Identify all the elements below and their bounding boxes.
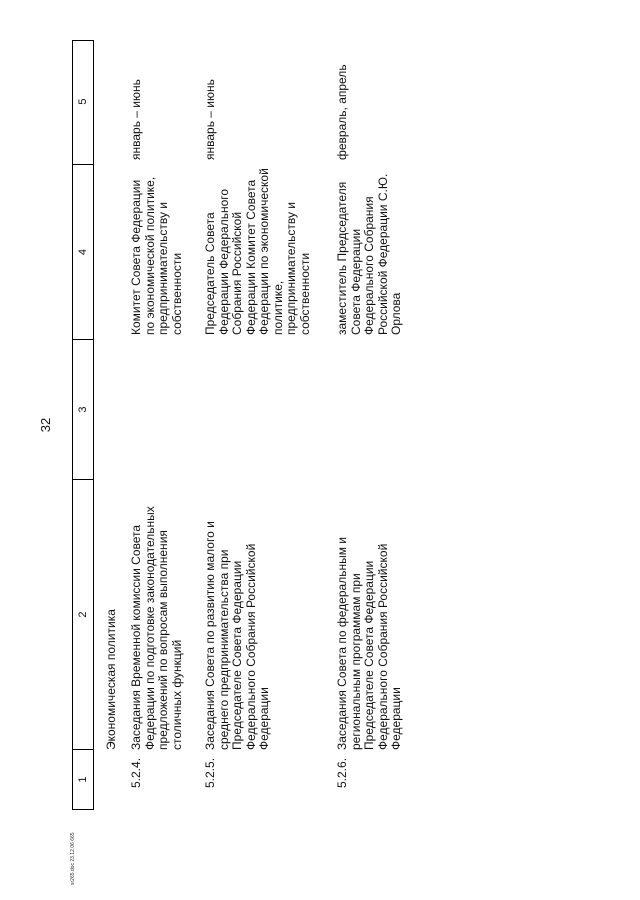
event-description: Заседания Совета по федеральным и региональным программам при Председателе Совета Федерации Федерального Собрания Российской Федерации bbox=[335, 537, 403, 750]
column-header-4: 4 bbox=[73, 164, 93, 339]
responsible: заместитель Председателя Совета Федерации Федерального Собрания Российской Федерации С.Ю. Орлова bbox=[335, 173, 403, 335]
footer-note: sr265.doc 23.12.06 665 bbox=[70, 832, 76, 885]
column-header-2: 2 bbox=[73, 479, 93, 749]
row-number: 5.2.5. bbox=[203, 757, 217, 788]
event-description: Заседания Совета по развитию малого и среднего предпринимательства при Председателе Совета Федерации Федерального Собрания Российской Федерации bbox=[203, 521, 271, 750]
column-header-1: 1 bbox=[73, 749, 93, 809]
column-header-5: 5 bbox=[77, 98, 89, 105]
event-description: Заседания Временной комиссии Совета Федерации по подготовке законодательных предложений по вопросам выполнения столичных функций bbox=[129, 506, 184, 750]
period: февраль, апрель bbox=[335, 64, 349, 160]
row-number: 5.2.4. bbox=[129, 757, 143, 788]
row-number: 5.2.6. bbox=[335, 757, 349, 788]
responsible: Комитет Совета Федерации по экономической политике, предпринимательству и собственности bbox=[129, 176, 184, 335]
responsible: Председатель Совета Федерации Федерального Собрания Российской Федерации Комитет Совета Федерации по экономической политике, предпринимательству и собственности bbox=[203, 168, 312, 335]
column-header-3: 3 bbox=[73, 339, 93, 479]
document-sheet bbox=[38, 40, 572, 810]
period: январь – июнь bbox=[203, 79, 217, 160]
page-number: 32 bbox=[38, 417, 53, 433]
section-title: Экономическая политика bbox=[104, 609, 118, 750]
period: январь – июнь bbox=[129, 79, 143, 160]
